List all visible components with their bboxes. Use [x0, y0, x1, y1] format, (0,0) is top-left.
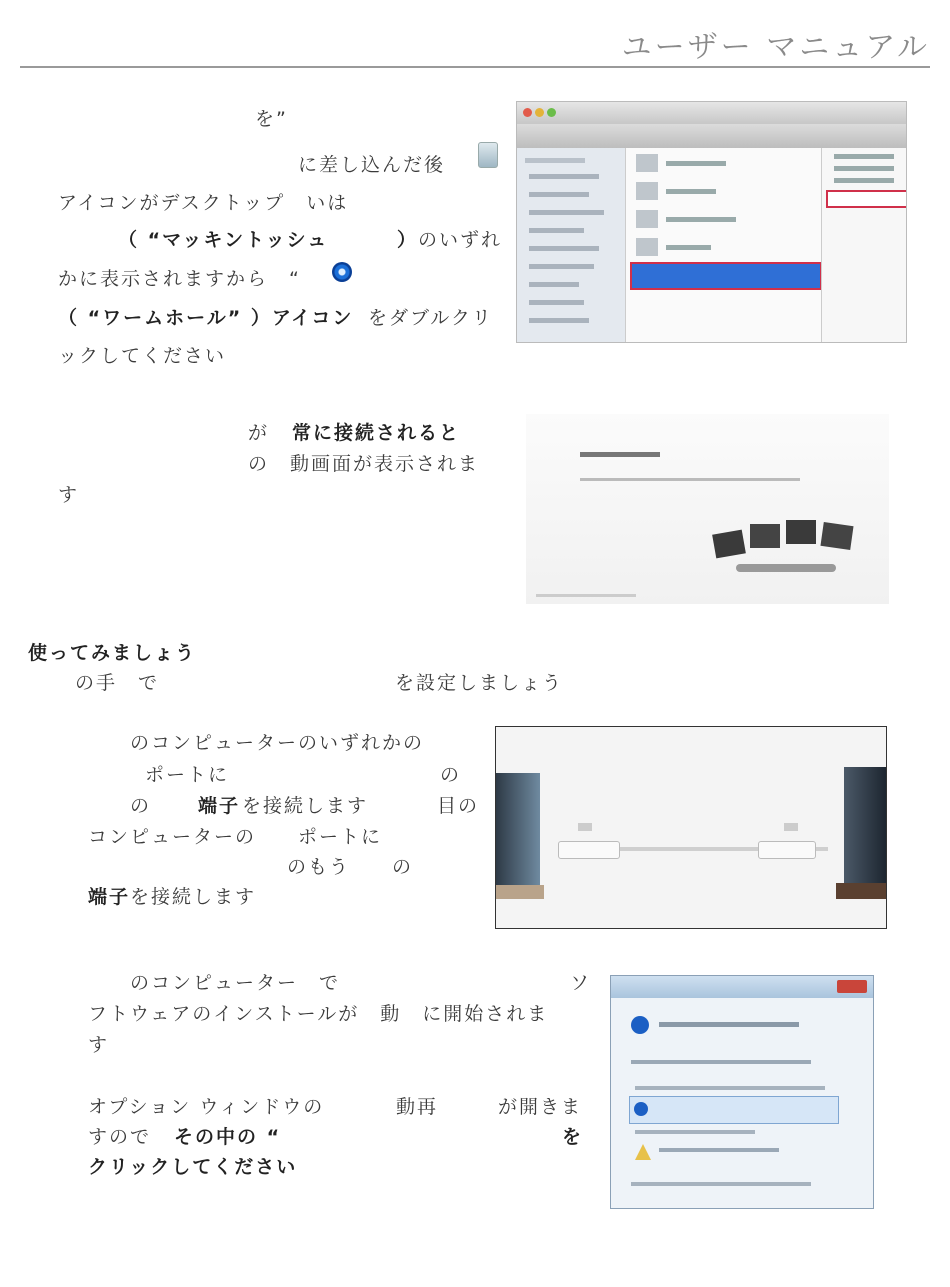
wormhole-splash-screenshot: [526, 414, 889, 604]
s1-line-4b: ）: [397, 229, 419, 251]
finder-list-column: [625, 148, 822, 342]
s4-line-6a: 端子: [88, 886, 131, 908]
s3-sub-2: を設定しましょう: [395, 672, 564, 694]
s4-line-5: のもう の: [287, 856, 414, 878]
s5-line-4a: オプション ウィンドウの: [88, 1096, 325, 1118]
cable-connection-photo: [495, 726, 887, 929]
s4-line-2a: ポートに: [145, 764, 230, 786]
s5-line-4c: が開きま: [498, 1096, 583, 1118]
s1-line-6a: （ “ワームホール” ）アイコン: [58, 307, 354, 329]
s5-line-5b: その中の “: [174, 1126, 282, 1148]
s2-line-1b: 常に接続されると: [292, 422, 461, 444]
s4-line-2b: の: [440, 764, 462, 786]
s5-line-4b: 動再: [396, 1096, 439, 1118]
s5-line-3: す: [88, 1034, 110, 1056]
s4-line-1: のコンピューターのいずれかの: [130, 732, 425, 754]
autoplay-dialog-screenshot: [610, 975, 874, 1209]
s1-line-5: かに表示されますから “: [58, 268, 301, 290]
drive-icon: [478, 142, 498, 168]
s4-line-4: コンピューターの ポートに: [88, 826, 383, 848]
s1-line-4c: のいずれ: [418, 229, 503, 251]
s5-line-5c: を: [562, 1126, 584, 1148]
s3-sub-1: の手 で: [75, 672, 160, 694]
s4-line-3b: 端子: [198, 795, 241, 817]
s2-line-2: の 動画面が表示されま: [248, 453, 480, 475]
s1-line-1: を”: [255, 108, 288, 130]
finder-detail-column: [821, 148, 907, 342]
s1-line-3: アイコンがデスクトップ いは: [58, 192, 349, 214]
finder-toolbar: [517, 124, 906, 148]
autoplay-titlebar: [611, 976, 873, 998]
section-heading: 使ってみましょう: [28, 642, 197, 664]
wormhole-selected-row: [630, 262, 822, 290]
s1-line-4a: （ “マッキントッシュ: [118, 229, 329, 251]
finder-sidebar: [517, 148, 625, 342]
s4-line-3c: を接続します: [242, 795, 369, 817]
s4-line-6b: を接続します: [130, 886, 257, 908]
s5-line-1b: ソ: [570, 972, 592, 994]
s5-line-1a: のコンピューター で: [130, 972, 341, 994]
s2-line-1a: が: [248, 422, 270, 444]
left-computer: [496, 773, 540, 889]
s2-line-3: す: [58, 484, 80, 506]
s5-line-2: フトウェアのインストールが 動 に開始されま: [88, 1003, 549, 1025]
autoplay-run-option: [629, 1096, 839, 1124]
header-divider: [20, 66, 930, 68]
page-title: ユーザー マニュアル: [621, 30, 930, 65]
wormhole-app-highlight: [826, 190, 907, 208]
s4-line-3a: の: [130, 795, 152, 817]
right-computer: [844, 767, 886, 887]
s1-line-6b: をダブルクリ: [368, 307, 493, 329]
finder-titlebar: [517, 102, 906, 124]
s4-line-3d: 目の: [437, 795, 480, 817]
s5-line-6: クリックしてください: [88, 1156, 298, 1178]
s5-line-5a: すので: [88, 1126, 152, 1148]
wormhole-cd-icon: [332, 262, 352, 282]
finder-window-screenshot: [516, 101, 907, 343]
s1-line-2: に差し込んだ後: [298, 154, 446, 176]
s1-line-7: ックしてください: [58, 345, 227, 367]
